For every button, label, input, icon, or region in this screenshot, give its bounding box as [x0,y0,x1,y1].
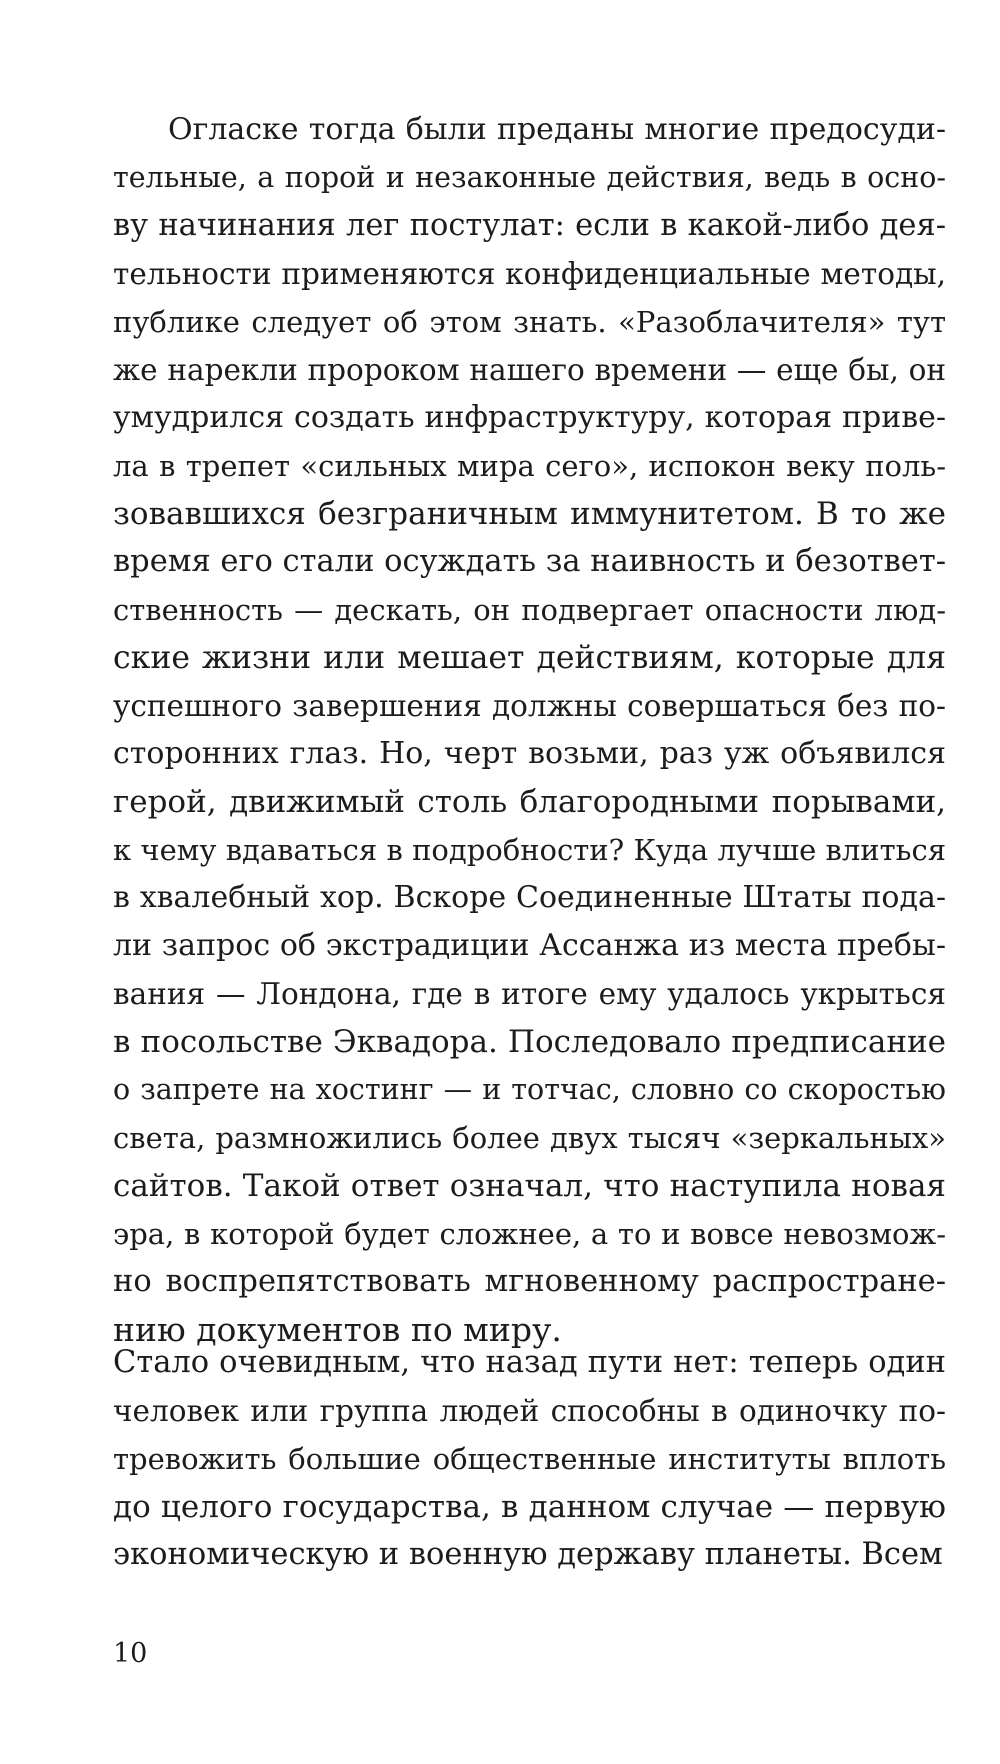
text-line: в посольстве Эквадора. Последовало предписание [113,1024,946,1060]
text-line: тревожить большие общественные институты вплоть [113,1442,946,1476]
text-line: к чему вдаваться в подробности? Куда лучше влиться [113,833,946,867]
text-line: Стало очевидным, что назад пути нет: теперь один [113,1345,946,1380]
text-line: до целого государства, в данном случае — первую [113,1489,946,1525]
text-line: зовавшихся безграничным иммунитетом. В то же [113,496,946,532]
text-line: эра, в которой будет сложнее, а то и вовсе невозмож- [113,1217,946,1251]
text-line: ские жизни или мешает действиям, которые для [113,640,946,676]
text-line: света, размножились более двух тысяч «зеркальных» [113,1121,946,1155]
text-line: вания — Лондона, где в итоге ему удалось укрыться [113,977,946,1011]
text-line: экономическую и военную державу планеты. Всем [113,1537,943,1572]
paragraph-2 [113,1339,946,1579]
text-line: тельные, а порой и незаконные действия, ведь в осно- [113,161,946,194]
paragraph-1 [113,106,946,1354]
text-line: же нарекли пророком нашего времени — еще бы, он [113,353,946,387]
text-line: тельности применяются конфиденциальные методы, [113,257,946,291]
text-line: в хвалебный хор. Вскоре Соединенные Штаты пода- [113,880,946,915]
text-line: но воспрепятствовать мгновенному распростране- [113,1264,946,1299]
text-line: умудрился создать инфраструктуру, которая приве- [113,400,946,435]
text-line: ла в трепет «сильных мира сего», испокон веку поль- [113,449,946,483]
text-line: ву начинания лег постулат: если в какой-либо дея- [113,208,946,243]
text-line: Огласке тогда были преданы многие предосуди- [168,112,946,147]
text-line: ственность — дескать, он подвергает опасности люд- [113,593,946,627]
text-line: время его стали осуждать за наивность и безответ- [113,544,946,579]
text-line: сторонних глаз. Но, черт возьми, раз уж объявился [113,736,946,771]
text-line: успешного завершения должны совершаться без по- [113,689,946,723]
text-line: герой, движимый столь благородными порывами, [113,784,946,820]
text-line: человек или группа людей способны в одиночку по- [113,1394,946,1428]
text-line: нию документов по миру. [113,1310,562,1349]
page-number: 10 [113,1638,148,1669]
text-line: о запрете на хостинг — и тотчас, словно со скоростью [113,1073,946,1106]
text-line: ли запрос об экстрадиции Ассанжа из места пребы- [113,928,946,963]
text-line: публике следует об этом знать. «Разоблачителя» тут [113,305,946,339]
text-line: сайтов. Такой ответ означал, что наступила новая [113,1168,946,1204]
